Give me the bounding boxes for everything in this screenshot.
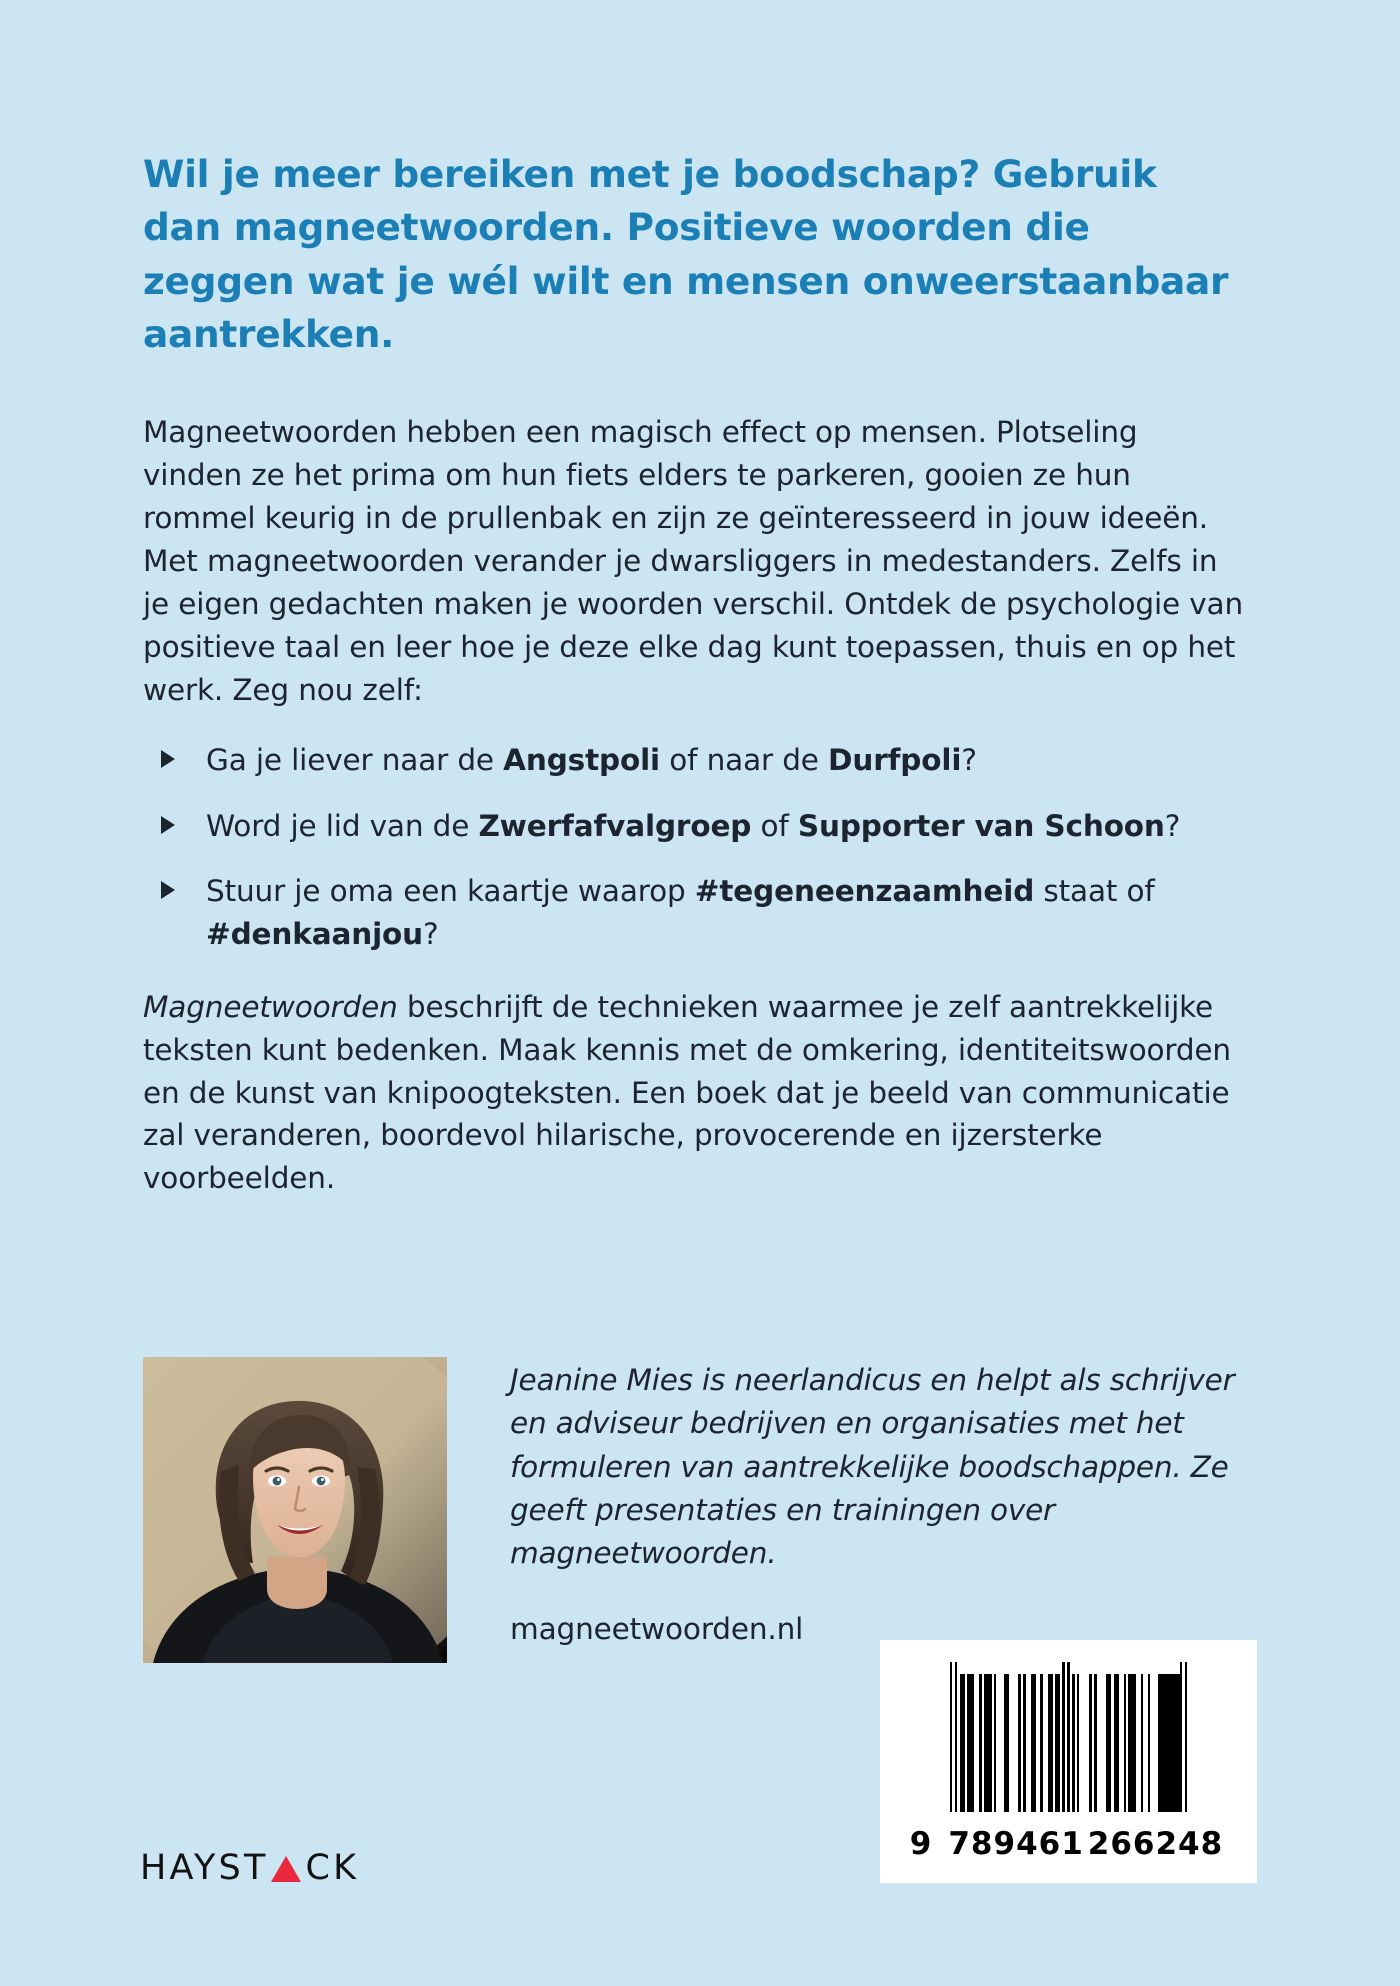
author-bio: Jeanine Mies is neerlandicus en helpt als schrijver en adviseur bedrijven en organisaties met het formuleren van aantrekkelijke boodschappen. Ze geeft presentaties en trainingen over magneetwoorden.	[510, 1363, 1235, 1571]
publisher-logo	[140, 1848, 359, 1888]
barcode-bar	[996, 1674, 1003, 1812]
barcode-bar	[1185, 1662, 1187, 1812]
publisher-name-start: HAYST	[140, 1848, 269, 1888]
publisher-name-end: CK	[305, 1848, 360, 1888]
emphasis-term: Zwerfafvalgroep	[478, 808, 752, 843]
emphasis-term: Durfpoli	[828, 743, 962, 778]
triangle-bullet-icon	[161, 750, 175, 768]
barcode-bar	[1009, 1674, 1019, 1812]
list-item	[143, 805, 1236, 848]
emphasis-term: Angstpoli	[503, 743, 661, 778]
barcode-bar	[1128, 1674, 1135, 1812]
barcode-group-left: 789461	[948, 1826, 1084, 1862]
closing-paragraph	[143, 956, 1243, 1201]
plain-text: Ga je liever naar de	[206, 743, 504, 778]
book-title-mention: Magneetwoorden	[143, 989, 398, 1024]
plain-text: staat of	[1034, 873, 1155, 908]
author-text-block	[510, 1357, 1255, 1646]
emphasis-term: Supporter van Schoon	[797, 808, 1165, 843]
plain-text: of naar de	[660, 743, 829, 778]
barcode-bar	[1150, 1674, 1157, 1812]
plain-text: Word je lid van de	[206, 808, 479, 843]
list-item	[143, 870, 1236, 956]
author-website[interactable]: magneetwoorden.nl	[510, 1611, 804, 1646]
author-block	[143, 1357, 1255, 1663]
triangle-bullet-icon	[161, 881, 175, 899]
plain-text: ?	[423, 916, 439, 951]
barcode-bar	[1079, 1674, 1089, 1812]
plain-text: ?	[1164, 808, 1181, 843]
avatar	[143, 1357, 447, 1663]
page-title: Wil je meer bereiken met je boodschap? Gebruik dan magneetwoorden. Positieve woorden die zeggen wat je wél wilt en mensen onweerstaanbaar aantrekken.	[143, 152, 1229, 356]
cover-content	[143, 0, 1255, 1200]
list-item-label	[206, 874, 1155, 951]
barcode	[880, 1640, 1257, 1883]
barcode-bar	[967, 1674, 974, 1812]
list-item-label	[206, 809, 1180, 843]
plain-text: Stuur je oma een kaartje waarop	[206, 873, 695, 908]
author-portrait-image	[143, 1357, 447, 1663]
barcode-group-right: 266248	[1087, 1826, 1224, 1862]
plain-text: ?	[961, 743, 977, 778]
plain-text: of	[751, 808, 798, 843]
barcode-bars	[906, 1662, 1231, 1812]
list-item-label	[206, 743, 977, 777]
triangle-icon	[271, 1856, 301, 1882]
emphasis-term: #denkaanjou	[206, 916, 424, 951]
barcode-bar	[1097, 1674, 1107, 1812]
intro-paragraph: Magneetwoorden hebben een magisch effect op mensen. Plotseling vinden ze het prima om hun fiets elders te parkeren, gooien ze hun rommel keurig in de prullenbak en zijn ze geïnteresseerd in jouw ideeën. Met magneetwoorden verander je dwarsliggers in medestanders. Zelfs in je eigen gedachten maken je woorden verschil. Ontdek de psychologie van positieve taal en leer hoe je deze elke dag kunt toepassen, thuis en op het werk. Zeg nou zelf:	[143, 415, 1244, 707]
barcode-bar	[984, 1674, 991, 1812]
barcode-number	[906, 1812, 1231, 1862]
triangle-bullet-icon	[161, 816, 175, 834]
closing-paragraph-rest: beschrijft de technieken waarmee je zelf aantrekkelijke teksten kunt bedenken. Maak kennis met de omkering, identiteitswoorden en de kunst van knipoogteksten. Een boek dat je beeld van communicatie zal veranderen, boordevol hilarische, provocerende en ijzersterke voorbeelden.	[143, 989, 1231, 1196]
emphasis-term: #tegeneenzaamheid	[694, 873, 1035, 908]
barcode-lead-digit: 9	[909, 1826, 933, 1862]
question-list	[143, 711, 1255, 955]
list-item	[143, 739, 1236, 782]
